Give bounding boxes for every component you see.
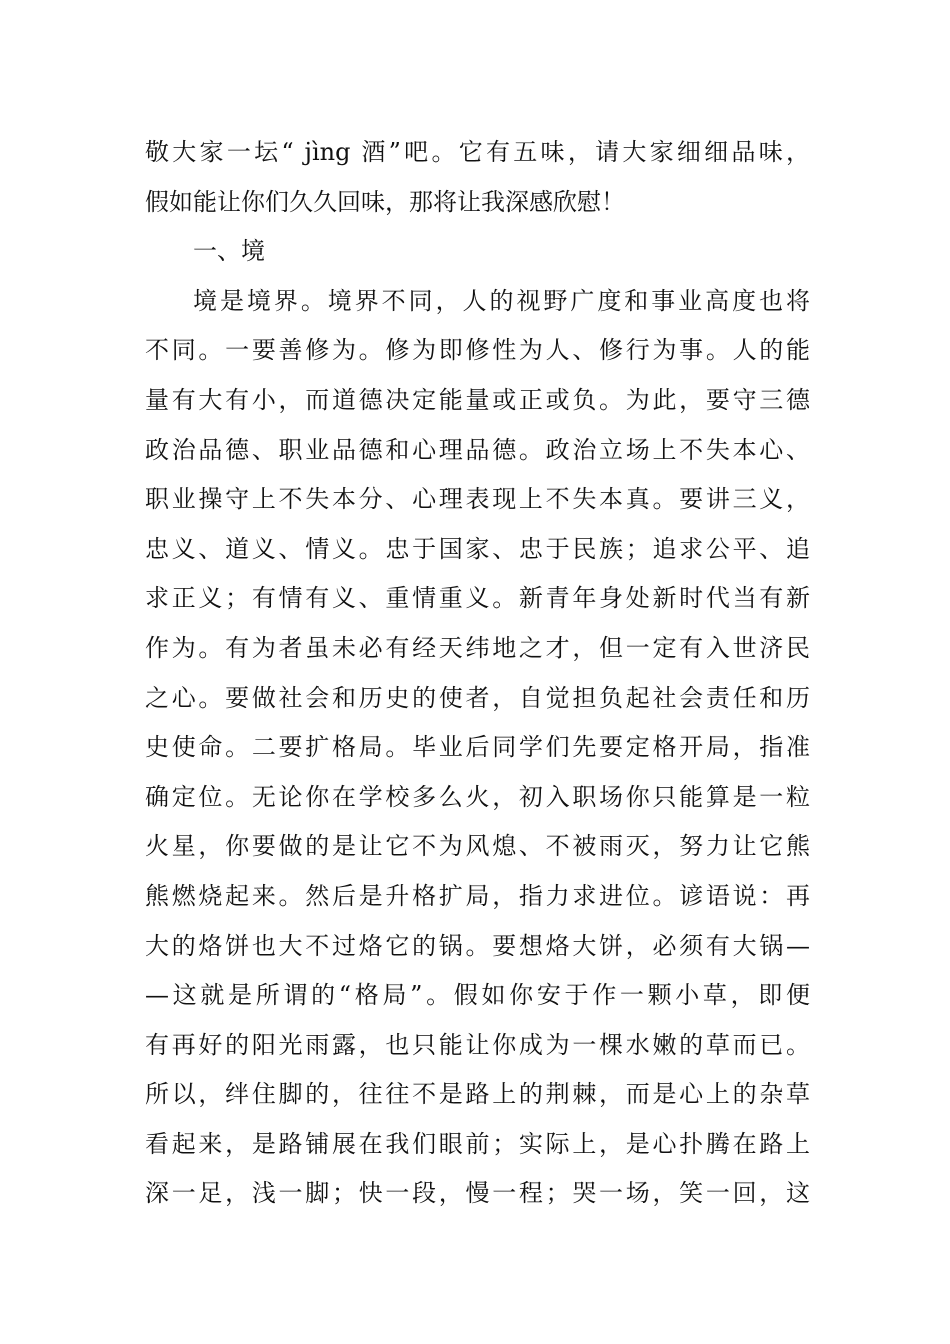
text-line: 忠义、道义、情义。忠于国家、忠于民族；追求公平、追 [145, 534, 810, 563]
text-line: 境是境界。境界不同，人的视野广度和事业高度也将 [193, 286, 810, 315]
text-line: 作为。有为者虽未必有经天纬地之才，但一定有入世济民 [145, 633, 810, 662]
text-line: 熊燃烧起来。然后是升格扩局，指力求进位。谚语说：再 [145, 881, 810, 910]
text-line: 深一足，浅一脚；快一段，慢一程；哭一场，笑一回，这 [145, 1179, 810, 1208]
text-line: 量有大有小，而道德决定能量或正或负。为此，要守三德 [145, 385, 810, 414]
text-line: 有再好的阳光雨露，也只能让你成为一棵水嫩的草而已。 [145, 1030, 810, 1059]
text-line: 政治品德、职业品德和心理品德。政治立场上不失本心、 [145, 435, 810, 464]
text-line: 假如能让你们久久回味，那将让我深感欣慰！ [145, 187, 625, 216]
text-line: 史使命。二要扩格局。毕业后同学们先要定格开局，指准 [145, 733, 810, 762]
text-line: 火星，你要做的是让它不为风熄、不被雨灭，努力让它熊 [145, 832, 810, 861]
text-line: 敬大家一坛“ jìng 酒”吧。它有五味，请大家细细品味， [145, 138, 810, 166]
text-line: 求正义；有情有义、重情重义。新青年身处新时代当有新 [145, 584, 810, 613]
text-line: 之心。要做社会和历史的使者，自觉担负起社会责任和历 [145, 683, 810, 712]
text-line: 所以，绊住脚的，往往不是路上的荆棘，而是心上的杂草 [145, 1080, 810, 1109]
body-text [145, 128, 810, 1219]
text-line: 看起来，是路铺展在我们眼前；实际上，是心扑腾在路上 [145, 1129, 810, 1158]
text-line: 不同。一要善修为。修为即修性为人、修行为事。人的能 [145, 336, 810, 365]
text-line: —这就是所谓的“格局”。假如你安于作一颗小草，即便 [145, 981, 810, 1010]
section-heading: 一、境 [193, 237, 265, 266]
text-line: 确定位。无论你在学校多么火，初入职场你只能算是一粒 [145, 782, 810, 811]
text-line: 职业操守上不失本分、心理表现上不失本真。要讲三义， [145, 485, 810, 514]
text-line: 大的烙饼也大不过烙它的锅。要想烙大饼，必须有大锅— [145, 931, 810, 960]
